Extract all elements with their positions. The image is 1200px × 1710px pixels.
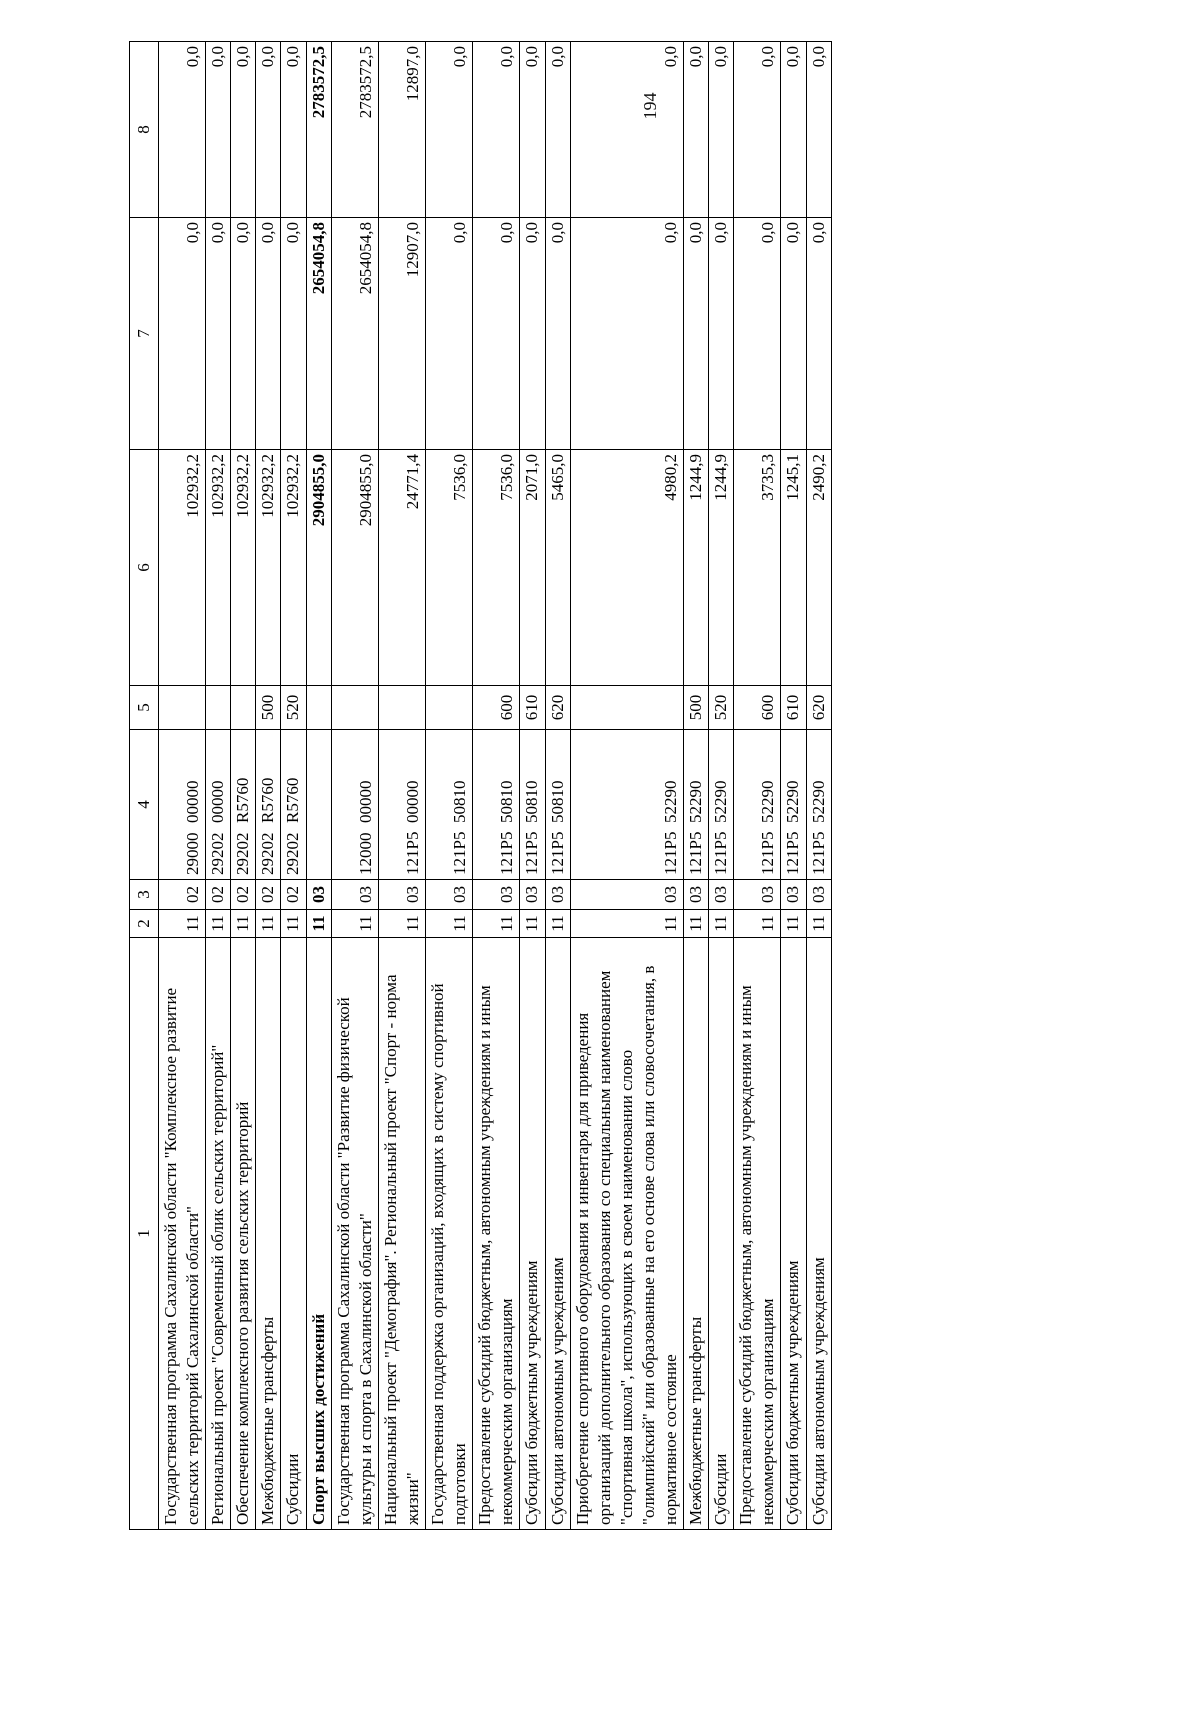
table-row — [684, 42, 709, 1530]
amount-col-8-cell: 0,0 — [806, 42, 831, 218]
subsection-code-cell: 03 — [734, 880, 781, 910]
target-article-cell — [709, 730, 734, 880]
target-article-direction-code: 00000 — [208, 780, 228, 823]
target-article-direction-code: 52290 — [660, 780, 680, 823]
amount-col-6-cell: 102932,2 — [256, 450, 281, 686]
expense-type-cell: 600 — [734, 686, 781, 730]
table-row — [426, 42, 473, 1530]
amount-col-7-cell: 0,0 — [684, 218, 709, 450]
target-article-program-code: 29202 — [208, 832, 228, 875]
table-row — [256, 42, 281, 1530]
expense-type-cell: 610 — [781, 686, 806, 730]
section-code-cell: 11 — [473, 910, 520, 938]
section-code-cell: 11 — [781, 910, 806, 938]
amount-col-6-cell: 4980,2 — [570, 450, 683, 686]
amount-col-6-cell: 1244,9 — [684, 450, 709, 686]
section-code-cell: 11 — [426, 910, 473, 938]
expense-type-cell — [231, 686, 256, 730]
target-article-direction-code: 50810 — [547, 780, 567, 823]
target-article-cell — [520, 730, 545, 880]
amount-col-8-cell: 0,0 — [206, 42, 231, 218]
subsection-code-cell: 03 — [426, 880, 473, 910]
expense-type-cell: 500 — [684, 686, 709, 730]
target-article-direction-code: R5760 — [233, 777, 253, 823]
row-name-cell: Национальный проект "Демография". Региональный проект "Спорт - норма жизни" — [378, 938, 425, 1530]
target-article-cell — [331, 730, 378, 880]
table-row — [378, 42, 425, 1530]
target-article-direction-code: 52290 — [711, 780, 731, 823]
table-row — [709, 42, 734, 1530]
expense-type-cell: 520 — [709, 686, 734, 730]
target-article-program-code: 121P5 — [758, 831, 778, 875]
amount-col-6-cell: 2071,0 — [520, 450, 545, 686]
row-name-cell: Приобретение спортивного оборудования и инвентаря для приведения организаций дополнительного образования со специальным наименованием "спортивная школа", использующих в своем наименовании слово "олимпийский" или образованные на его основе слова или словосочетания, в нормативное состояние — [570, 938, 683, 1530]
subsection-code-cell: 03 — [570, 880, 683, 910]
subsection-code-cell: 03 — [545, 880, 570, 910]
subsection-code-cell: 03 — [520, 880, 545, 910]
row-name-cell: Субсидии автономным учреждениям — [545, 938, 570, 1530]
amount-col-6-cell: 5465,0 — [545, 450, 570, 686]
target-article-cell — [159, 730, 206, 880]
subsection-code-cell: 03 — [473, 880, 520, 910]
amount-col-6-cell: 102932,2 — [159, 450, 206, 686]
amount-col-8-cell: 12897,0 — [378, 42, 425, 218]
subsection-code-cell: 02 — [206, 880, 231, 910]
subsection-code-cell: 02 — [256, 880, 281, 910]
target-article-program-code: 121P5 — [497, 831, 517, 875]
section-code-cell: 11 — [206, 910, 231, 938]
header-col-8: 8 — [130, 42, 159, 218]
expense-type-cell: 610 — [520, 686, 545, 730]
header-row — [130, 42, 159, 1530]
amount-col-7-cell: 12907,0 — [378, 218, 425, 450]
amount-col-6-cell: 2904855,0 — [331, 450, 378, 686]
subsection-code-cell: 03 — [806, 880, 831, 910]
target-article-program-code: 121P5 — [547, 831, 567, 875]
amount-col-8-cell: 0,0 — [781, 42, 806, 218]
amount-col-7-cell: 0,0 — [473, 218, 520, 450]
section-code-cell: 11 — [570, 910, 683, 938]
target-article-cell — [684, 730, 709, 880]
amount-col-7-cell: 0,0 — [545, 218, 570, 450]
target-article-program-code: 29202 — [233, 832, 253, 875]
expense-type-cell — [331, 686, 378, 730]
expense-type-cell — [570, 686, 683, 730]
target-article-direction-code: 00000 — [355, 780, 375, 823]
amount-col-6-cell: 2490,2 — [806, 450, 831, 686]
target-article-cell — [231, 730, 256, 880]
table-row — [570, 42, 683, 1530]
amount-col-6-cell: 102932,2 — [231, 450, 256, 686]
target-article-program-code: 121P5 — [660, 831, 680, 875]
amount-col-7-cell: 0,0 — [781, 218, 806, 450]
target-article-direction-code: R5760 — [283, 777, 303, 823]
row-name-cell: Региональный проект "Современный облик сельских территорий" — [206, 938, 231, 1530]
header-col-3: 3 — [130, 880, 159, 910]
amount-col-7-cell: 0,0 — [281, 218, 306, 450]
budget-table — [129, 41, 832, 1530]
expense-type-cell — [306, 686, 331, 730]
page-number: 194 — [640, 92, 660, 120]
amount-col-7-cell: 0,0 — [256, 218, 281, 450]
amount-col-7-cell: 0,0 — [570, 218, 683, 450]
amount-col-6-cell: 7536,0 — [473, 450, 520, 686]
amount-col-8-cell: 0,0 — [281, 42, 306, 218]
target-article-direction-code: R5760 — [258, 777, 278, 823]
amount-col-7-cell: 2654054,8 — [306, 218, 331, 450]
row-name-cell: Государственная поддержка организаций, входящих в систему спортивной подготовки — [426, 938, 473, 1530]
target-article-program-code: 121P5 — [783, 831, 803, 875]
section-code-cell: 11 — [231, 910, 256, 938]
subsection-code-cell: 02 — [281, 880, 306, 910]
amount-col-7-cell: 2654054,8 — [331, 218, 378, 450]
section-code-cell: 11 — [256, 910, 281, 938]
section-code-cell: 11 — [709, 910, 734, 938]
row-name-cell: Межбюджетные трансферты — [256, 938, 281, 1530]
amount-col-8-cell: 0,0 — [256, 42, 281, 218]
table-row — [331, 42, 378, 1530]
amount-col-8-cell: 0,0 — [684, 42, 709, 218]
target-article-program-code: 121P5 — [402, 831, 422, 875]
section-code-cell: 11 — [734, 910, 781, 938]
target-article-program-code: 121P5 — [808, 831, 828, 875]
table-row — [781, 42, 806, 1530]
header-col-1: 1 — [130, 938, 159, 1530]
target-article-cell — [545, 730, 570, 880]
row-name-cell: Субсидии — [709, 938, 734, 1530]
amount-col-6-cell: 24771,4 — [378, 450, 425, 686]
amount-col-8-cell: 0,0 — [545, 42, 570, 218]
table-row — [545, 42, 570, 1530]
header-col-2: 2 — [130, 910, 159, 938]
amount-col-8-cell: 0,0 — [734, 42, 781, 218]
table-row — [520, 42, 545, 1530]
table-row — [734, 42, 781, 1530]
row-name-cell: Субсидии автономным учреждениям — [806, 938, 831, 1530]
table-row — [206, 42, 231, 1530]
target-article-cell — [378, 730, 425, 880]
header-col-6: 6 — [130, 450, 159, 686]
row-name-cell: Предоставление субсидий бюджетным, автономным учреждениям и иным некоммерческим организациям — [473, 938, 520, 1530]
amount-col-8-cell: 2783572,5 — [306, 42, 331, 218]
table-row — [231, 42, 256, 1530]
target-article-cell — [806, 730, 831, 880]
subsection-code-cell: 02 — [159, 880, 206, 910]
header-col-7: 7 — [130, 218, 159, 450]
expense-type-cell: 500 — [256, 686, 281, 730]
target-article-cell — [570, 730, 683, 880]
amount-col-8-cell: 0,0 — [159, 42, 206, 218]
amount-col-8-cell: 0,0 — [473, 42, 520, 218]
amount-col-8-cell: 0,0 — [709, 42, 734, 218]
rotated-table-container — [129, 42, 1053, 1530]
target-article-program-code: 121P5 — [522, 831, 542, 875]
row-name-cell: Государственная программа Сахалинской области "Развитие физической культуры и спорта в Сахалинской области" — [331, 938, 378, 1530]
target-article-program-code: 121P5 — [711, 831, 731, 875]
target-article-direction-code: 00000 — [183, 780, 203, 823]
amount-col-6-cell: 3735,3 — [734, 450, 781, 686]
amount-col-8-cell: 0,0 — [231, 42, 256, 218]
section-code-cell: 11 — [378, 910, 425, 938]
expense-type-cell: 620 — [545, 686, 570, 730]
row-name-cell: Предоставление субсидий бюджетным, автономным учреждениям и иным некоммерческим организациям — [734, 938, 781, 1530]
table-row — [159, 42, 206, 1530]
target-article-program-code: 29000 — [183, 832, 203, 875]
row-name-cell: Спорт высших достижений — [306, 938, 331, 1530]
table-row — [473, 42, 520, 1530]
expense-type-cell — [206, 686, 231, 730]
target-article-cell — [426, 730, 473, 880]
amount-col-6-cell: 102932,2 — [281, 450, 306, 686]
target-article-cell — [473, 730, 520, 880]
section-code-cell: 11 — [159, 910, 206, 938]
target-article-direction-code: 52290 — [783, 780, 803, 823]
subsection-code-cell: 03 — [306, 880, 331, 910]
section-code-cell: 11 — [684, 910, 709, 938]
section-code-cell: 11 — [545, 910, 570, 938]
amount-col-8-cell: 2783572,5 — [331, 42, 378, 218]
header-col-4: 4 — [130, 730, 159, 880]
amount-col-7-cell: 0,0 — [734, 218, 781, 450]
header-col-5: 5 — [130, 686, 159, 730]
row-name-cell: Субсидии бюджетным учреждениям — [781, 938, 806, 1530]
subsection-code-cell: 03 — [781, 880, 806, 910]
target-article-direction-code: 52290 — [686, 780, 706, 823]
amount-col-6-cell: 7536,0 — [426, 450, 473, 686]
amount-col-7-cell: 0,0 — [426, 218, 473, 450]
target-article-direction-code: 52290 — [808, 780, 828, 823]
subsection-code-cell: 02 — [231, 880, 256, 910]
amount-col-7-cell: 0,0 — [231, 218, 256, 450]
amount-col-7-cell: 0,0 — [520, 218, 545, 450]
section-code-cell: 11 — [806, 910, 831, 938]
target-article-cell — [281, 730, 306, 880]
amount-col-8-cell: 0,0 — [426, 42, 473, 218]
amount-col-6-cell: 102932,2 — [206, 450, 231, 686]
expense-type-cell: 620 — [806, 686, 831, 730]
amount-col-6-cell: 1245,1 — [781, 450, 806, 686]
subsection-code-cell: 03 — [684, 880, 709, 910]
section-code-cell: 11 — [331, 910, 378, 938]
expense-type-cell — [378, 686, 425, 730]
expense-type-cell — [426, 686, 473, 730]
row-name-cell: Субсидии бюджетным учреждениям — [520, 938, 545, 1530]
expense-type-cell: 520 — [281, 686, 306, 730]
target-article-cell — [734, 730, 781, 880]
target-article-direction-code: 00000 — [402, 780, 422, 823]
amount-col-8-cell: 0,0 — [570, 42, 683, 218]
subsection-code-cell: 03 — [709, 880, 734, 910]
target-article-cell — [256, 730, 281, 880]
amount-col-7-cell: 0,0 — [159, 218, 206, 450]
expense-type-cell — [159, 686, 206, 730]
target-article-direction-code: 50810 — [522, 780, 542, 823]
subsection-code-cell: 03 — [331, 880, 378, 910]
target-article-cell — [781, 730, 806, 880]
table-row — [806, 42, 831, 1530]
row-name-cell: Государственная программа Сахалинской области "Комплексное развитие сельских территорий Сахалинской области" — [159, 938, 206, 1530]
row-name-cell: Межбюджетные трансферты — [684, 938, 709, 1530]
amount-col-7-cell: 0,0 — [709, 218, 734, 450]
subsection-code-cell: 03 — [378, 880, 425, 910]
section-code-cell: 11 — [520, 910, 545, 938]
target-article-program-code: 121P5 — [450, 831, 470, 875]
amount-col-7-cell: 0,0 — [806, 218, 831, 450]
amount-col-8-cell: 0,0 — [520, 42, 545, 218]
expense-type-cell: 600 — [473, 686, 520, 730]
target-article-cell — [306, 730, 331, 880]
target-article-program-code: 29202 — [283, 832, 303, 875]
target-article-cell — [206, 730, 231, 880]
amount-col-7-cell: 0,0 — [206, 218, 231, 450]
table-row — [281, 42, 306, 1530]
target-article-program-code: 29202 — [258, 832, 278, 875]
target-article-program-code: 121P5 — [686, 831, 706, 875]
section-code-cell: 11 — [281, 910, 306, 938]
row-name-cell: Субсидии — [281, 938, 306, 1530]
section-code-cell: 11 — [306, 910, 331, 938]
target-article-direction-code: 52290 — [758, 780, 778, 823]
amount-col-6-cell: 2904855,0 — [306, 450, 331, 686]
amount-col-6-cell: 1244,9 — [709, 450, 734, 686]
table-row — [306, 42, 331, 1530]
target-article-program-code: 12000 — [355, 832, 375, 875]
target-article-direction-code: 50810 — [497, 780, 517, 823]
target-article-direction-code: 50810 — [450, 780, 470, 823]
row-name-cell: Обеспечение комплексного развития сельских территорий — [231, 938, 256, 1530]
